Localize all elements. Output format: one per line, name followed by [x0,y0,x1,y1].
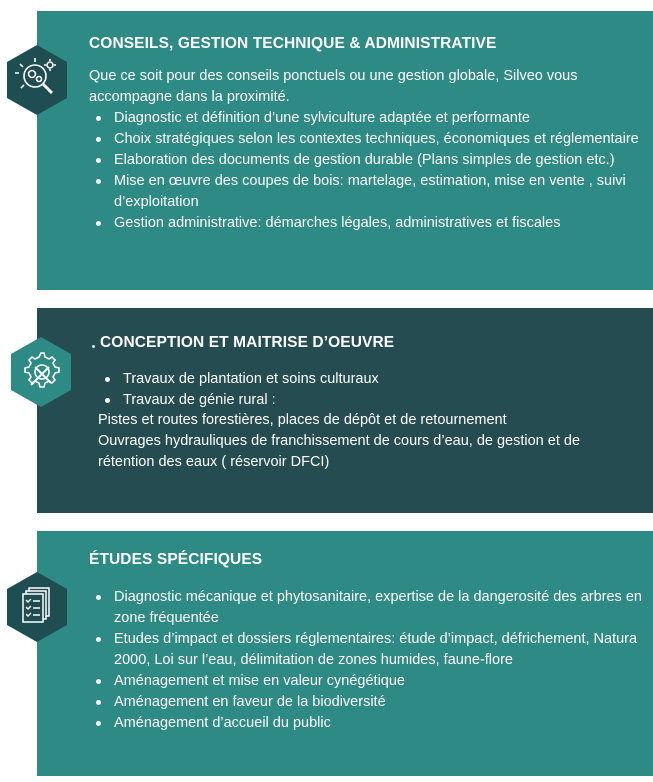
text-line: Ouvrages hydrauliques de franchissement de cours d’eau, de gestion et de rétention des eaux ( réservoir DFCI) [98,433,581,470]
section-title: CONSEILS, GESTION TECHNIQUE & ADMINISTRATIVE [89,35,497,52]
list-item: Diagnostic mécanique et phytosanitaire, expertise de la dangerosité des arbres en zone fréquentée [89,587,644,629]
magnifier-gears-icon [5,43,69,117]
section-intro: Que ce soit pour des conseils ponctuels ou une gestion globale, Silveo vous accompagne dans la proximité. [89,68,578,105]
list-item: Diagnostic et définition d’une sylviculture adaptée et performante [89,108,649,129]
bullet-list [89,587,644,734]
text-line: Pistes et routes forestières, places de dépôt et de retournement [98,412,507,428]
list-item: Choix stratégiques selon les contextes techniques, économiques et réglementaire [89,129,649,150]
section-title: ÉTUDES SPÉCIFIQUES [89,551,263,568]
list-item: Etudes d’impact et dossiers réglementaires: étude d’impact, défrichement, Natura 2000, Loi sur l’eau, délimitation de zones humides, faune-flore [89,629,644,671]
bullet-list [89,108,649,234]
list-item: Travaux de génie rural : [98,390,638,411]
list-item: Aménagement et mise en valeur cynégétique [89,671,644,692]
list-item: Gestion administrative: démarches légales, administratives et fiscales [89,213,649,234]
list-item: Aménagement d’accueil du public [89,713,644,734]
list-item: Elaboration des documents de gestion durable (Plans simples de gestion etc.) [89,150,649,171]
bullet-list [98,369,638,411]
checklist-documents-icon [5,570,69,644]
list-item: Aménagement en faveur de la biodiversité [89,692,644,713]
list-item: Mise en œuvre des coupes de bois: martelage, estimation, mise en vente , suivi d’exploitation [89,171,649,213]
section-title: CONCEPTION ET MAITRISE D’OEUVRE [100,334,395,351]
list-item: Travaux de plantation et soins culturaux [98,369,638,390]
decorative-dot [92,345,95,348]
gear-tools-icon [9,335,73,409]
